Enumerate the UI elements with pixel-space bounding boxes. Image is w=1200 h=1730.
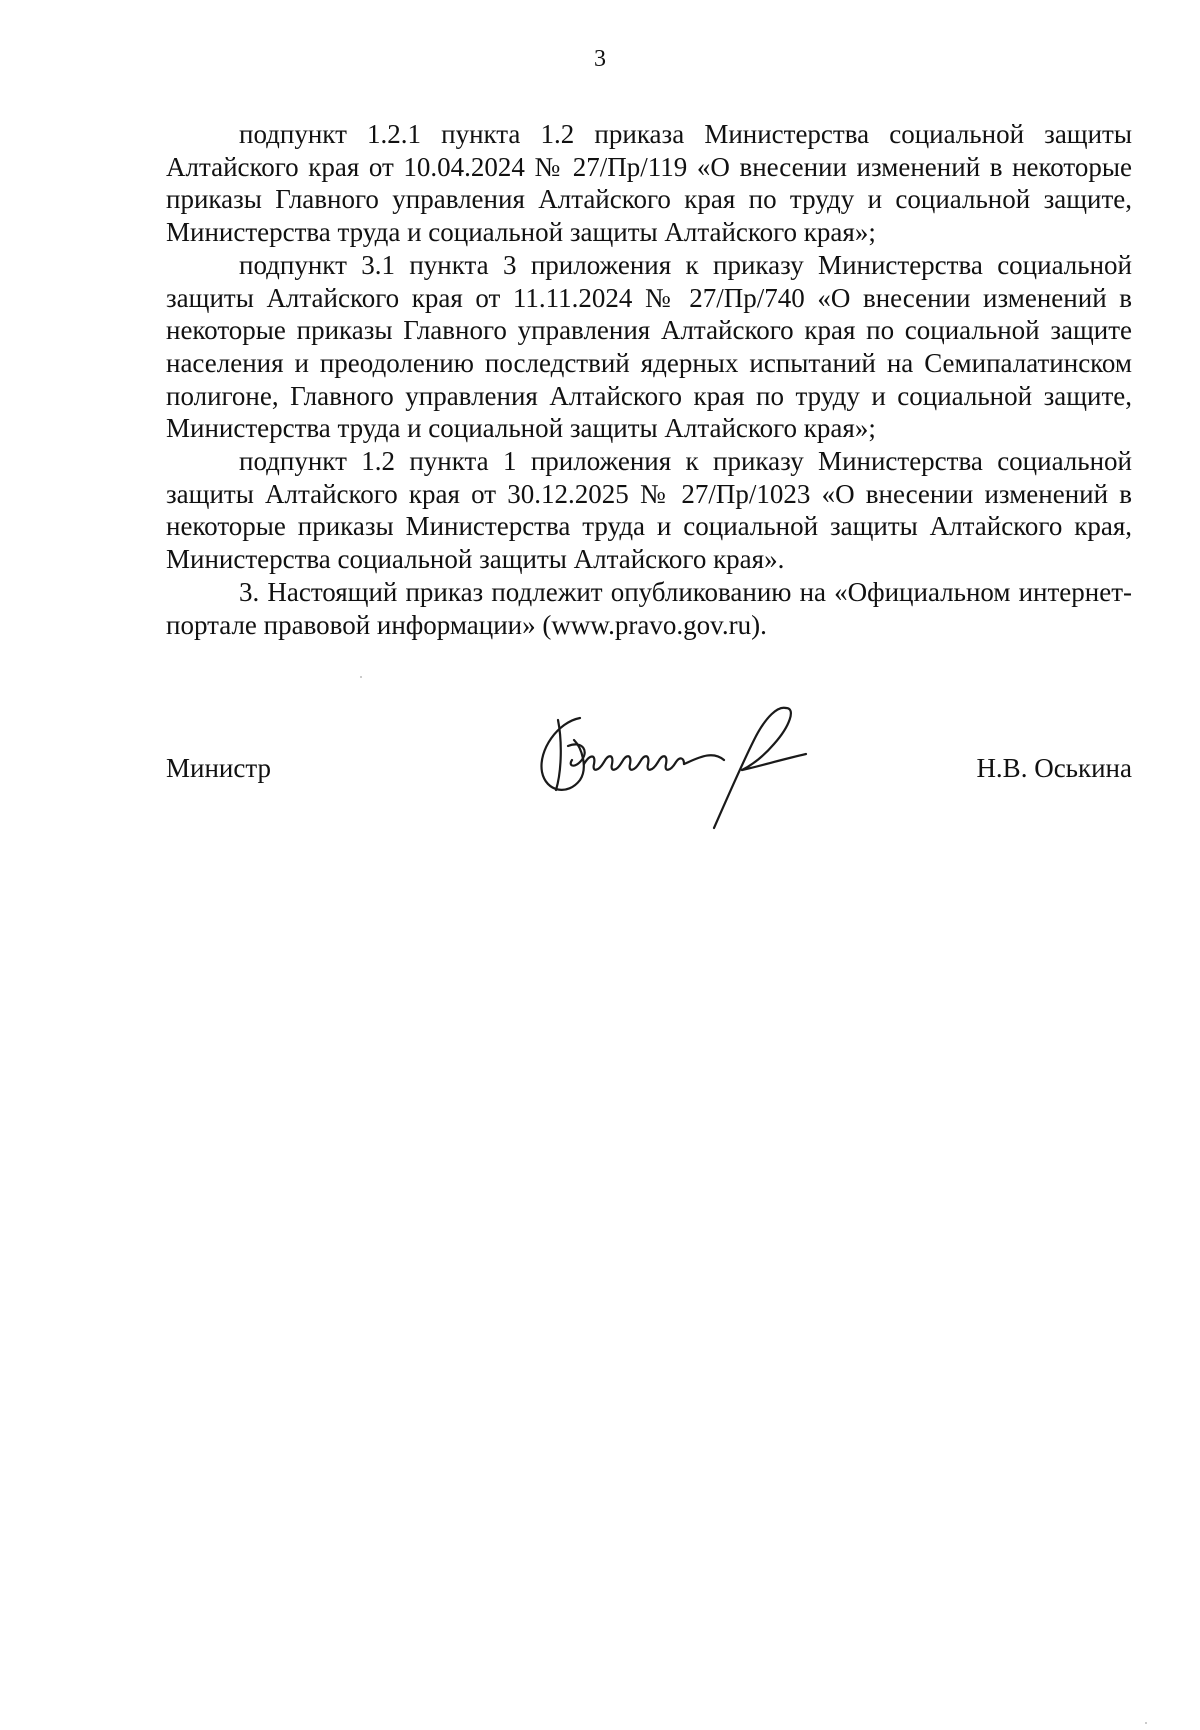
signatory-name: Н.В. Оськина [976,753,1132,783]
signature-block [166,700,1132,840]
paragraph-publication: 3. Настоящий приказ подлежит опубликованию на «Официальном интернет-портале правовой информации» (www.pravo.gov.ru). [166,576,1132,640]
scan-speck [360,676,362,678]
paragraph-item-1-2-1: подпункт 1.2.1 пункта 1.2 приказа Министерства социальной защиты Алтайского края от 10.04.2024 № 27/Пр/119 «О внесении изменений в некоторые приказы Главного управления Алтайского края по труду и социальной защите, Министерства труда и социальной защиты Алтайского края»; [166,119,1132,248]
signatory-title: Министр [166,753,271,783]
page-number: 3 [594,46,606,72]
scan-speck [1145,1722,1147,1724]
handwritten-signature [528,700,828,835]
document-body [166,118,1132,641]
paragraph-item-1-2: подпункт 1.2 пункта 1 приложения к приказу Министерства социальной защиты Алтайского края от 30.12.2025 № 27/Пр/1023 «О внесении изменений в некоторые приказы Министерства труда и социальной защиты Алтайского края, Министерства социальной защиты Алтайского края». [166,446,1132,575]
paragraph-item-3-1: подпункт 3.1 пункта 3 приложения к приказу Министерства социальной защиты Алтайского края от 11.11.2024 № 27/Пр/740 «О внесении изменений в некоторые приказы Главного управления Алтайского края по социальной защите населения и преодолению последствий ядерных испытаний на Семипалатинском полигоне, Главного управления Алтайского края по труду и социальной защите, Министерства труда и социальной защиты Алтайского края»; [166,249,1132,444]
